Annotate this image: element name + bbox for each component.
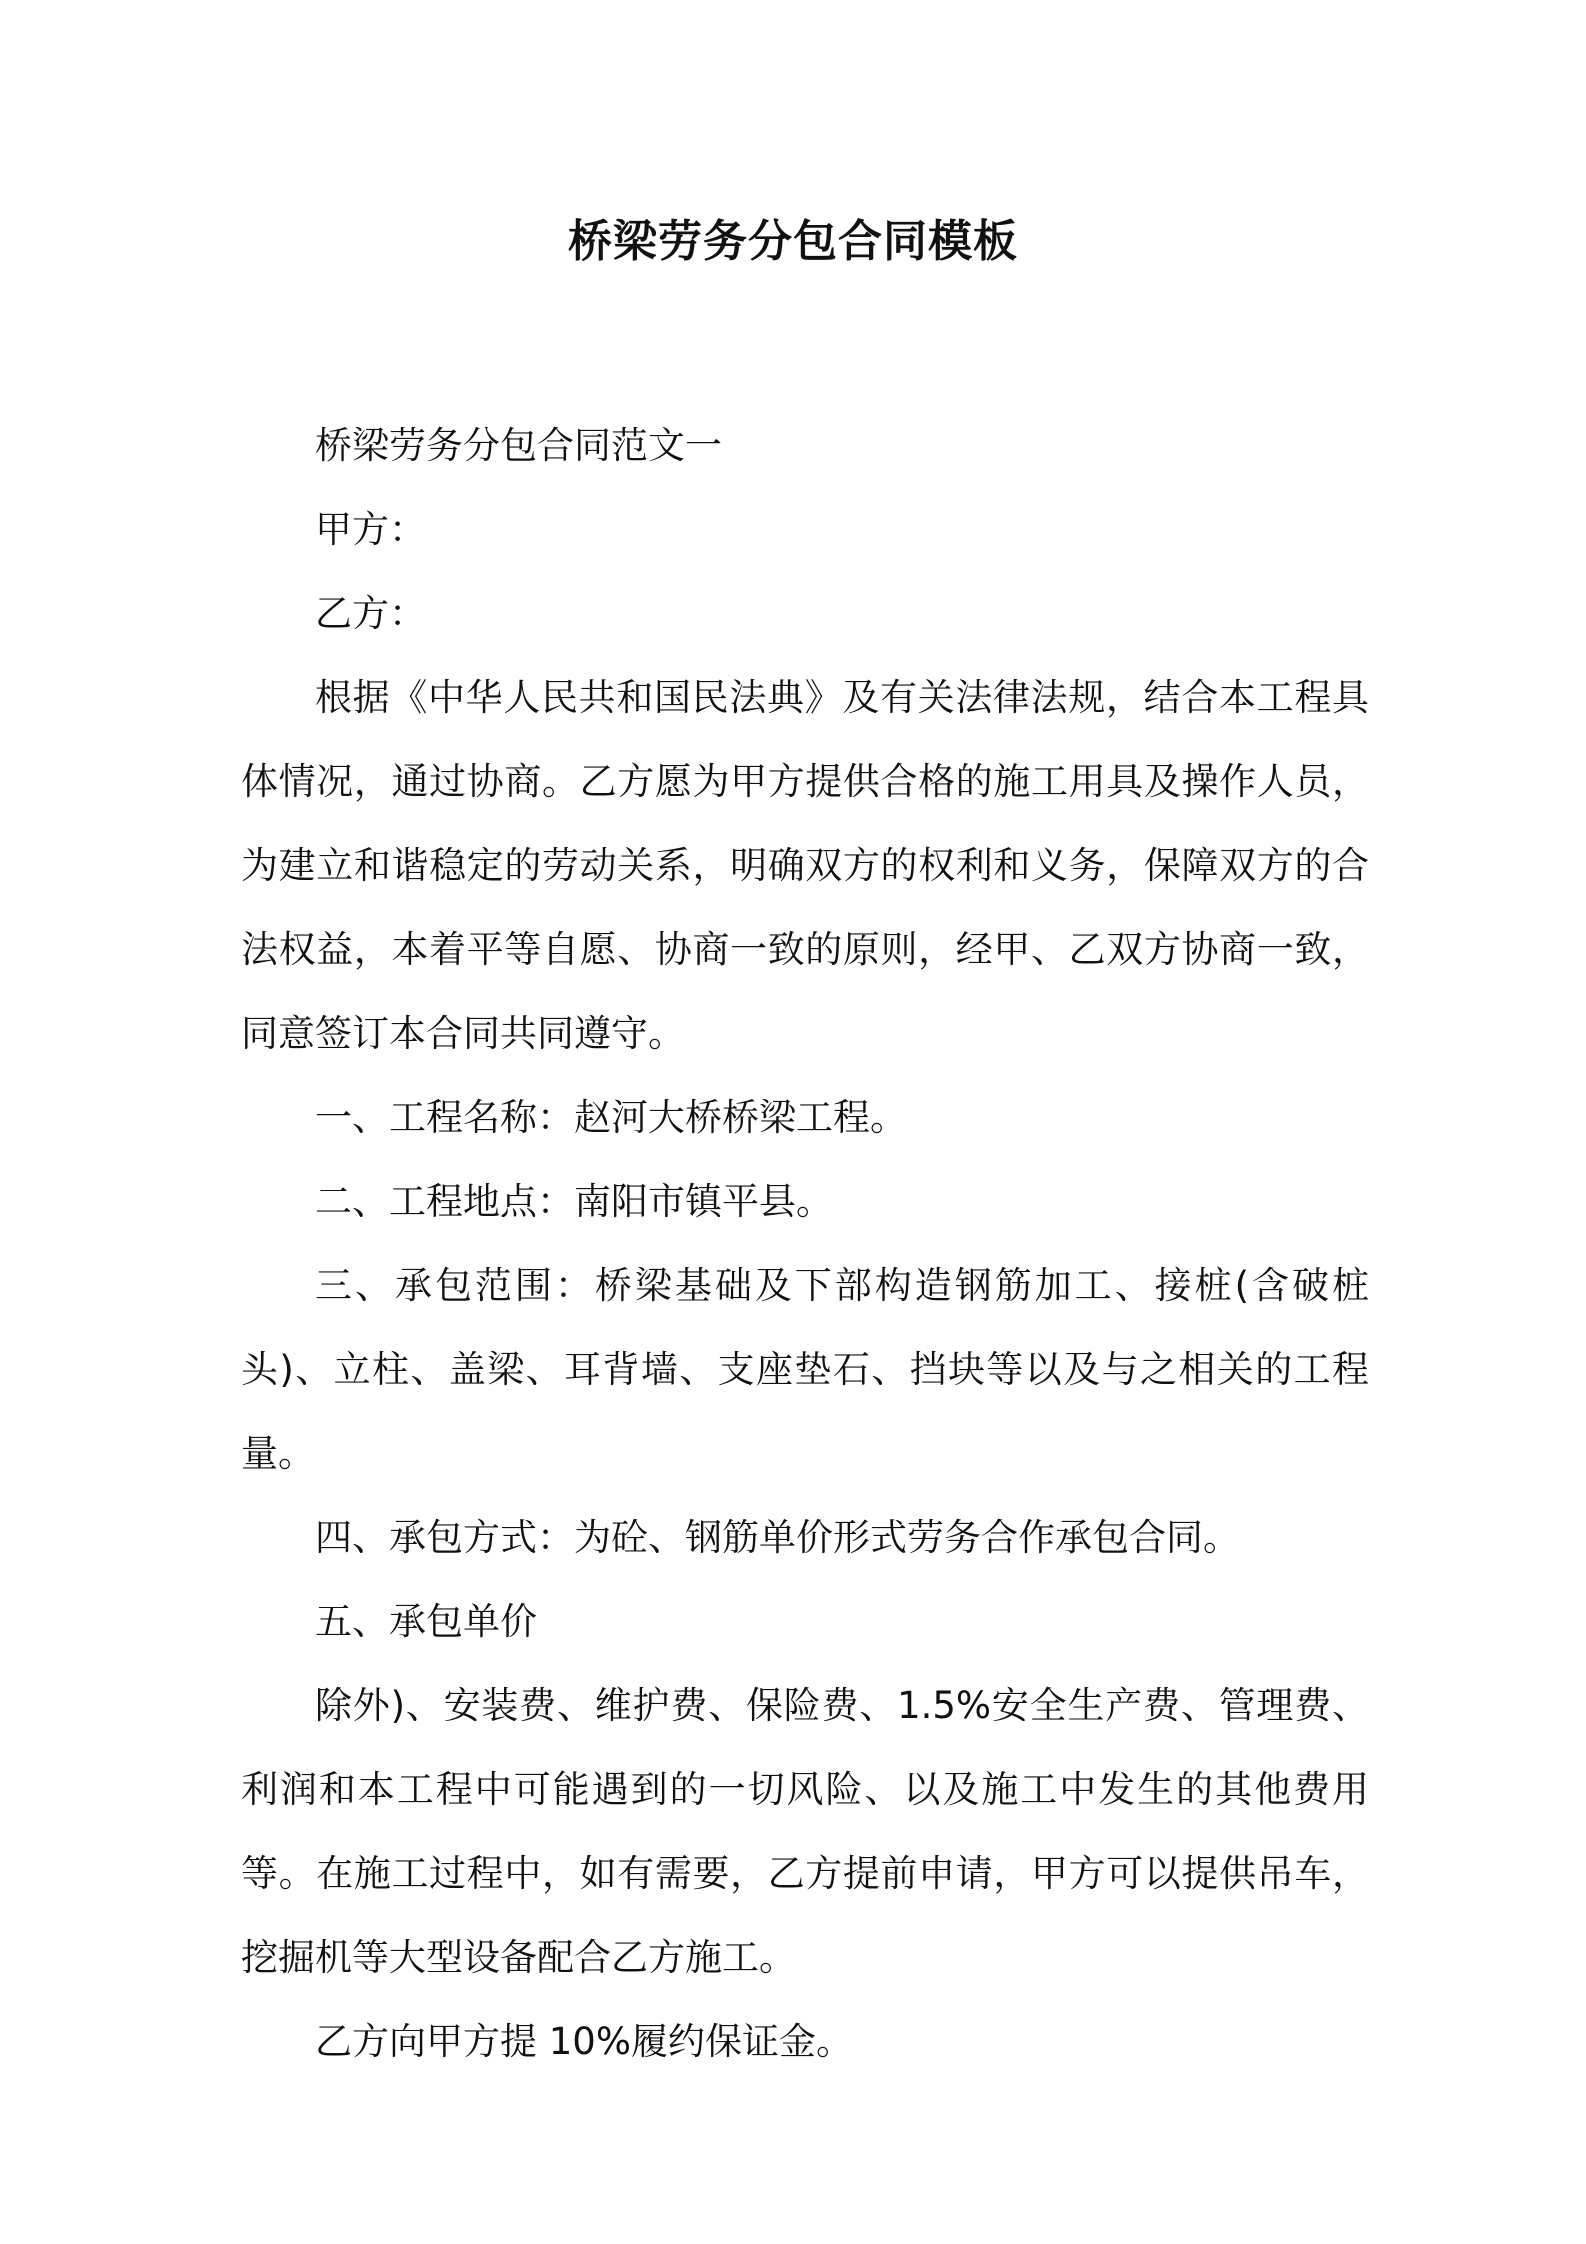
preamble-paragraph: 根据《中华人民共和国民法典》及有关法律法规，结合本工程具体情况，通过协商。乙方愿为甲方提供合格的施工用具及操作人员，为建立和谐稳定的劳动关系，明确双方的权利和义务，保障双方的合法权益，本着平等自愿、协商一致的原则，经甲、乙双方协商一致，同意签订本合同共同遵守。: [241, 676, 1369, 1055]
party-a-line: 甲方：: [315, 508, 426, 551]
clause-project-location: 二、工程地点：南阳市镇平县。: [315, 1180, 833, 1223]
performance-bond-line: 乙方向甲方提 10%履约保证金。: [315, 2020, 853, 2063]
party-b-line: 乙方：: [315, 592, 426, 635]
clause-project-name: 一、工程名称：赵河大桥桥梁工程。: [315, 1096, 907, 1139]
unit-price-details: 除外)、安装费、维护费、保险费、1.5%安全生产费、管理费、利润和本工程中可能遇到的一切风险、以及施工中发生的其他费用等。在施工过程中，如有需要，乙方提前申请，甲方可以提供吊车，挖掘机等大型设备配合乙方施工。: [241, 1684, 1369, 1979]
clause-contract-method: 四、承包方式：为砼、钢筋单价形式劳务合作承包合同。: [315, 1516, 1240, 1559]
document-body: [241, 404, 1369, 2084]
clause-unit-price: 五、承包单价: [315, 1600, 537, 1643]
document-title: 桥梁劳务分包合同模板: [568, 216, 1018, 267]
clause-contract-scope: 三、承包范围：桥梁基础及下部构造钢筋加工、接桩(含破桩头)、立柱、盖梁、耳背墙、支座垫石、挡块等以及与之相关的工程量。: [241, 1264, 1369, 1475]
section-heading: 桥梁劳务分包合同范文一: [315, 424, 722, 467]
